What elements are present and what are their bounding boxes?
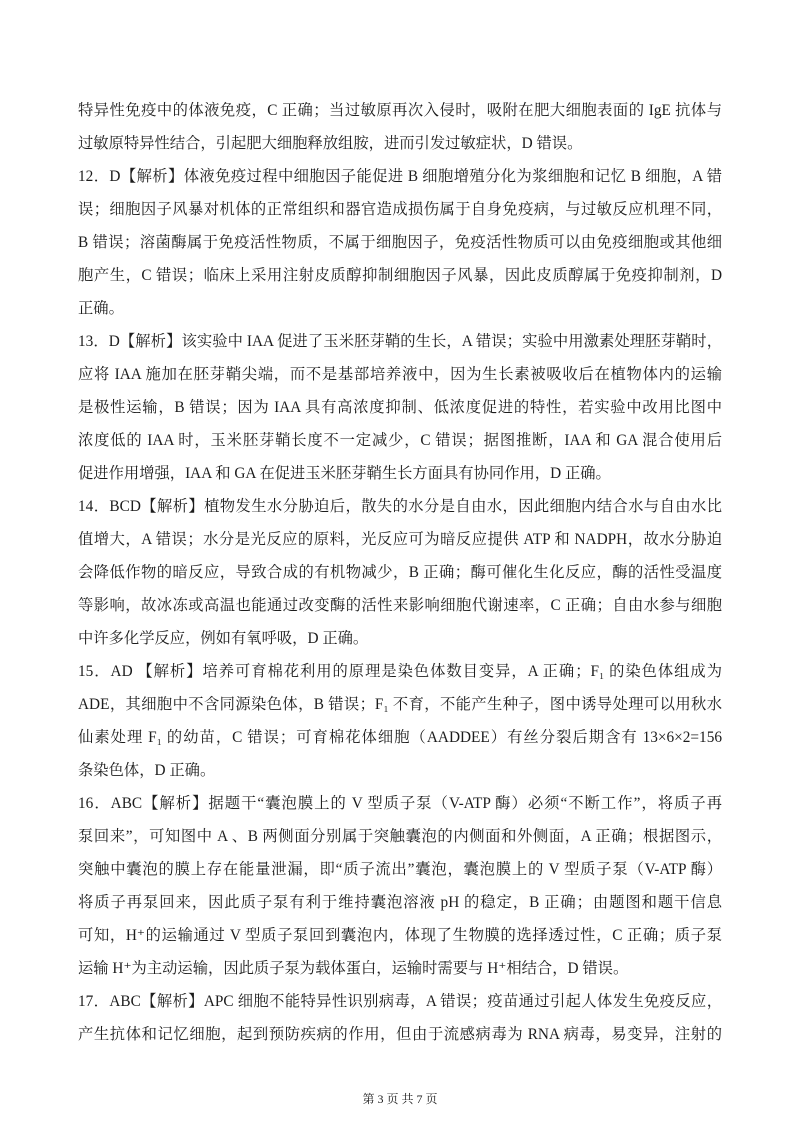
- answer-paragraph-11-continued: [78, 94, 722, 160]
- text-line: 等影响，故冰冻或高温也能通过改变酶的活性来影响细胞代谢速率，C 正确；自由水参与细胞: [78, 597, 722, 614]
- text-line: 突触中囊泡的膜上存在能量泄漏，即“质子流出”囊泡，囊泡膜上的 V 型质子泵（V-ATP 酶）: [78, 861, 722, 878]
- text-line: 15．AD 【解析】培养可育棉花利用的原理是染色体数目变异，A 正确；F₁ 的染色体组成为: [78, 663, 722, 680]
- answer-paragraph-16: [78, 787, 722, 985]
- text-line: 产生抗体和记忆细胞，起到预防疾病的作用，但由于流感病毒为 RNA 病毒，易变异，注射的: [78, 1026, 722, 1043]
- text-line: 13．D【解析】该实验中 IAA 促进了玉米胚芽鞘的生长，A 错误；实验中用激素处理胚芽鞘时，: [78, 333, 722, 350]
- answer-paragraph-15: [78, 655, 722, 787]
- text-line: 应将 IAA 施加在胚芽鞘尖端，而不是基部培养液中，因为生长素被吸收后在植物体内的运输: [78, 366, 722, 383]
- answer-paragraph-14: [78, 490, 722, 655]
- text-line: 泵回来”，可知图中 A 、B 两侧面分别属于突触囊泡的内侧面和外侧面，A 正确；根据图示，: [78, 828, 722, 845]
- text-line: 运输 H⁺为主动运输，因此质子泵为载体蛋白，运输时需要与 H⁺相结合，D 错误。: [78, 960, 629, 977]
- text-line: 会降低作物的暗反应，导致合成的有机物减少，B 正确；酶可催化生化反应，酶的活性受温度: [78, 564, 722, 581]
- text-line: 条染色体，D 正确。: [78, 762, 216, 779]
- text-line: 正确。: [78, 300, 124, 317]
- text-line: 可知，H⁺的运输通过 V 型质子泵回到囊泡内，体现了生物膜的选择透过性，C 正确；质子泵: [78, 927, 722, 944]
- page-number-footer: 第 3 页 共 7 页: [362, 1092, 438, 1106]
- text-line: ADE，其细胞中不含同源染色体，B 错误；F₁ 不育，不能产生种子，图中诱导处理可以用秋水: [78, 696, 722, 713]
- text-line: 仙素处理 F₁ 的幼苗，C 错误；可育棉花体细胞（AADDEE）有丝分裂后期含有 13×6×2=156: [78, 729, 722, 746]
- text-line: 将质子再泵回来，因此质子泵有利于维持囊泡溶液 pH 的稳定，B 正确；由题图和题干信息: [78, 894, 722, 911]
- text-line: 特异性免疫中的体液免疫，C 正确；当过敏原再次入侵时，吸附在肥大细胞表面的 IgE 抗体与: [78, 102, 722, 119]
- text-line: 误；细胞因子风暴对机体的正常组织和器官造成损伤属于自身免疫病，与过敏反应机理不同，: [78, 201, 722, 218]
- text-line: 胞产生，C 错误；临床上采用注射皮质醇抑制细胞因子风暴，因此皮质醇属于免疫抑制剂，D: [78, 267, 722, 284]
- answer-key-body: [78, 94, 722, 1051]
- answer-paragraph-12: [78, 160, 722, 325]
- text-line: 值增大，A 错误；水分是光反应的原料，光反应可为暗反应提供 ATP 和 NADPH，故水分胁迫: [78, 531, 722, 548]
- answer-paragraph-17: [78, 985, 722, 1051]
- text-line: 是极性运输，B 错误；因为 IAA 具有高浓度抑制、低浓度促进的特性，若实验中改用比图中: [78, 399, 722, 416]
- text-line: 促进作用增强，IAA 和 GA 在促进玉米胚芽鞘生长方面具有协同作用，D 正确。: [78, 465, 611, 482]
- answer-paragraph-13: [78, 325, 722, 490]
- text-line: 14．BCD【解析】植物发生水分胁迫后，散失的水分是自由水，因此细胞内结合水与自由水比: [78, 498, 722, 515]
- text-line: 浓度低的 IAA 时，玉米胚芽鞘长度不一定减少，C 错误；据图推断，IAA 和 GA 混合使用后: [78, 432, 722, 449]
- text-line: 12．D【解析】体液免疫过程中细胞因子能促进 B 细胞增殖分化为浆细胞和记忆 B 细胞，A 错: [78, 168, 722, 185]
- text-line: 16．ABC【解析】据题干“囊泡膜上的 V 型质子泵（V-ATP 酶）必须“不断工作”，将质子再: [78, 795, 722, 812]
- text-line: 17．ABC【解析】APC 细胞不能特异性识别病毒，A 错误；疫苗通过引起人体发生免疫反应，: [78, 993, 722, 1010]
- text-line: B 错误；溶菌酶属于免疫活性物质，不属于细胞因子，免疫活性物质可以由免疫细胞或其他细: [78, 234, 722, 251]
- text-line: 过敏原特异性结合，引起肥大细胞释放组胺，进而引发过敏症状，D 错误。: [78, 135, 583, 152]
- text-line: 中许多化学反应，例如有氧呼吸，D 正确。: [78, 630, 369, 647]
